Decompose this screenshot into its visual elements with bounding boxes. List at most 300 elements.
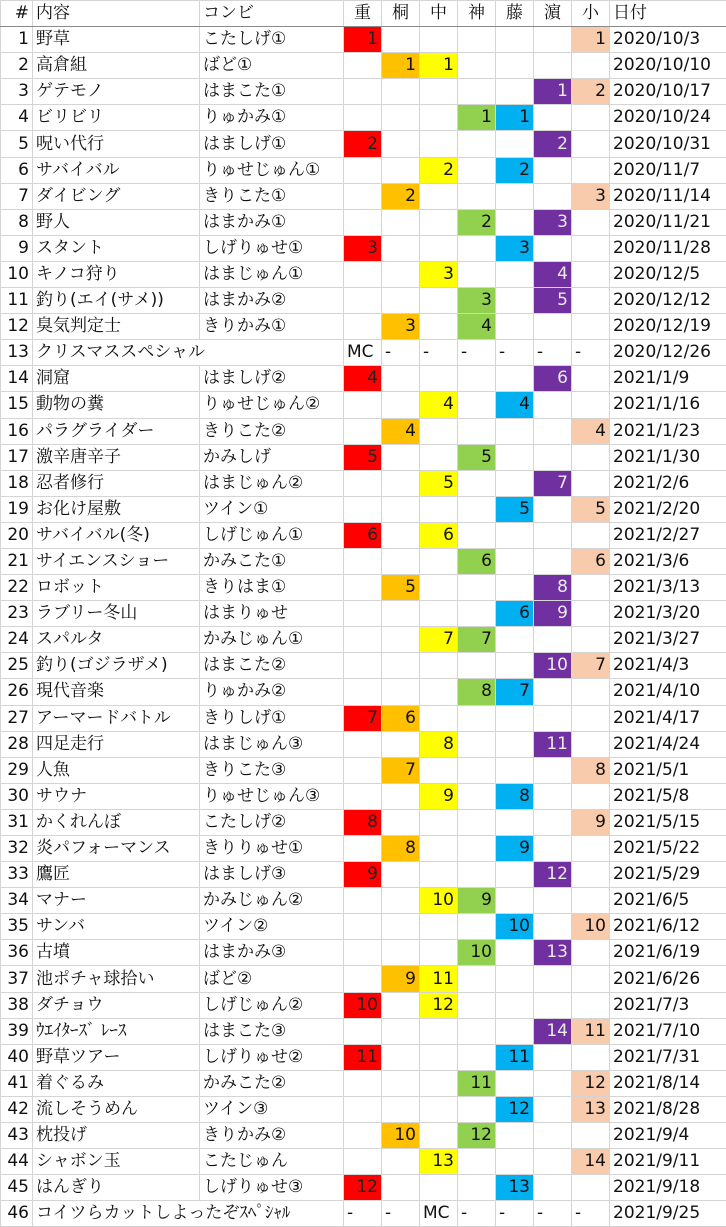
member-cell	[458, 157, 496, 183]
member-cell	[420, 705, 458, 731]
member-cell	[344, 496, 382, 522]
member-cell: 2	[496, 157, 534, 183]
member-cell: 4	[496, 392, 534, 418]
member-cell	[458, 183, 496, 209]
member-cell	[382, 288, 420, 314]
member-cell	[458, 575, 496, 601]
member-cell: 5	[344, 444, 382, 470]
row-number: 46	[1, 1201, 33, 1227]
member-cell: 9	[534, 601, 572, 627]
member-cell: 12	[344, 1175, 382, 1201]
member-cell	[344, 470, 382, 496]
header-member: 中	[420, 1, 458, 27]
row-date: 2021/3/27	[610, 627, 726, 653]
member-cell	[382, 1044, 420, 1070]
row-date: 2021/1/9	[610, 366, 726, 392]
row-number: 22	[1, 575, 33, 601]
row-combi: かみこた①	[200, 548, 344, 574]
table-row	[1, 1070, 726, 1096]
row-number: 36	[1, 940, 33, 966]
member-cell	[572, 392, 610, 418]
table-row	[1, 809, 726, 835]
member-cell: 3	[496, 235, 534, 261]
member-cell	[420, 862, 458, 888]
member-cell	[534, 522, 572, 548]
member-cell	[382, 627, 420, 653]
table-row	[1, 601, 726, 627]
row-date: 2021/2/20	[610, 496, 726, 522]
row-combi	[200, 340, 344, 366]
member-cell	[496, 27, 534, 53]
row-content: スタント	[33, 235, 200, 261]
member-cell	[420, 1123, 458, 1149]
row-date: 2021/7/3	[610, 992, 726, 1018]
table-row	[1, 79, 726, 105]
member-cell	[420, 105, 458, 131]
member-cell	[496, 418, 534, 444]
member-cell	[458, 601, 496, 627]
member-cell	[572, 836, 610, 862]
member-cell	[458, 862, 496, 888]
member-cell	[496, 731, 534, 757]
row-number: 15	[1, 392, 33, 418]
member-cell: 11	[572, 1018, 610, 1044]
member-cell	[572, 105, 610, 131]
member-cell	[572, 862, 610, 888]
row-date: 2021/6/12	[610, 914, 726, 940]
row-content: 激辛唐辛子	[33, 444, 200, 470]
row-content: ビリビリ	[33, 105, 200, 131]
row-date: 2021/3/13	[610, 575, 726, 601]
table-row	[1, 131, 726, 157]
member-cell	[382, 470, 420, 496]
member-cell	[420, 496, 458, 522]
row-number: 28	[1, 731, 33, 757]
row-number: 43	[1, 1123, 33, 1149]
header-member: 藤	[496, 1, 534, 27]
row-combi: はまかみ③	[200, 940, 344, 966]
table-row	[1, 966, 726, 992]
member-cell	[458, 392, 496, 418]
member-cell: 10	[382, 1123, 420, 1149]
member-cell	[534, 392, 572, 418]
member-cell	[458, 653, 496, 679]
row-content: 臭気判定士	[33, 314, 200, 340]
table-row	[1, 105, 726, 131]
member-cell: 6	[458, 548, 496, 574]
member-cell: 12	[572, 1070, 610, 1096]
row-number: 26	[1, 679, 33, 705]
member-cell: 2	[534, 131, 572, 157]
row-date: 2021/1/30	[610, 444, 726, 470]
member-cell: -	[572, 340, 610, 366]
row-content: サバイバル	[33, 157, 200, 183]
row-combi: こたしげ①	[200, 27, 344, 53]
row-combi: はましげ①	[200, 131, 344, 157]
member-cell	[420, 914, 458, 940]
member-cell	[496, 366, 534, 392]
member-cell	[420, 836, 458, 862]
header-member: 濵	[534, 1, 572, 27]
row-date: 2020/11/7	[610, 157, 726, 183]
member-cell	[534, 705, 572, 731]
member-cell: 4	[420, 392, 458, 418]
row-number: 39	[1, 1018, 33, 1044]
row-content: サバイバル(冬)	[33, 522, 200, 548]
member-cell	[458, 992, 496, 1018]
member-cell	[458, 809, 496, 835]
member-cell	[382, 1096, 420, 1122]
member-cell: 7	[344, 705, 382, 731]
member-cell	[572, 575, 610, 601]
row-content: 鷹匠	[33, 862, 200, 888]
row-date: 2020/11/14	[610, 183, 726, 209]
member-cell	[344, 288, 382, 314]
member-cell: 2	[458, 209, 496, 235]
member-cell: -	[496, 1201, 534, 1227]
table-row	[1, 366, 726, 392]
member-cell	[458, 496, 496, 522]
member-cell: 7	[534, 470, 572, 496]
row-number: 23	[1, 601, 33, 627]
header-member: 桐	[382, 1, 420, 27]
row-number: 44	[1, 1149, 33, 1175]
member-cell: 8	[382, 836, 420, 862]
member-cell	[420, 1018, 458, 1044]
member-cell	[420, 757, 458, 783]
member-cell: 1	[534, 79, 572, 105]
member-cell	[382, 731, 420, 757]
member-cell: 4	[534, 261, 572, 287]
row-content: ラブリー冬山	[33, 601, 200, 627]
row-number: 9	[1, 235, 33, 261]
table-row	[1, 53, 726, 79]
member-cell	[534, 757, 572, 783]
member-cell: 2	[420, 157, 458, 183]
table-row	[1, 836, 726, 862]
member-cell	[534, 1070, 572, 1096]
member-cell: 12	[534, 862, 572, 888]
member-cell	[572, 366, 610, 392]
table-row	[1, 731, 726, 757]
member-cell	[572, 131, 610, 157]
member-cell	[534, 888, 572, 914]
member-cell: 6	[572, 548, 610, 574]
row-date: 2020/12/19	[610, 314, 726, 340]
row-number: 32	[1, 836, 33, 862]
member-cell	[572, 705, 610, 731]
row-content: ダチョウ	[33, 992, 200, 1018]
member-cell: 3	[382, 314, 420, 340]
row-content: サウナ	[33, 783, 200, 809]
row-number: 4	[1, 105, 33, 131]
row-date: 2021/1/16	[610, 392, 726, 418]
member-cell	[344, 105, 382, 131]
header-content: 内容	[33, 1, 200, 27]
member-cell	[382, 131, 420, 157]
table-row	[1, 209, 726, 235]
row-combi: きりこた①	[200, 183, 344, 209]
member-cell	[534, 1044, 572, 1070]
member-cell: 2	[572, 79, 610, 105]
member-cell: -	[458, 340, 496, 366]
row-date: 2021/5/29	[610, 862, 726, 888]
member-cell	[458, 705, 496, 731]
member-cell	[420, 809, 458, 835]
member-cell	[572, 261, 610, 287]
member-cell	[344, 653, 382, 679]
table-row	[1, 522, 726, 548]
member-cell	[534, 809, 572, 835]
member-cell: 12	[458, 1123, 496, 1149]
member-cell	[534, 157, 572, 183]
row-content: ダイビング	[33, 183, 200, 209]
member-cell	[496, 705, 534, 731]
table-row	[1, 1123, 726, 1149]
member-cell: 7	[572, 653, 610, 679]
member-cell: 8	[420, 731, 458, 757]
row-combi: りゅせじゅん①	[200, 157, 344, 183]
member-cell	[382, 653, 420, 679]
member-cell	[534, 444, 572, 470]
member-cell: 6	[382, 705, 420, 731]
member-cell: MC	[420, 1201, 458, 1227]
member-cell	[420, 1070, 458, 1096]
row-number: 35	[1, 914, 33, 940]
row-date: 2021/2/27	[610, 522, 726, 548]
row-combi: ばど②	[200, 966, 344, 992]
member-cell: 5	[534, 288, 572, 314]
member-cell	[572, 627, 610, 653]
member-cell	[458, 79, 496, 105]
member-cell: 11	[496, 1044, 534, 1070]
member-cell	[458, 366, 496, 392]
row-combi: ツイン①	[200, 496, 344, 522]
row-number: 14	[1, 366, 33, 392]
member-cell	[344, 836, 382, 862]
row-number: 6	[1, 157, 33, 183]
row-number: 11	[1, 288, 33, 314]
member-cell	[382, 522, 420, 548]
member-cell	[344, 888, 382, 914]
member-cell	[458, 235, 496, 261]
member-cell	[572, 235, 610, 261]
member-cell: 6	[534, 366, 572, 392]
row-content: クリスマススペシャル	[33, 340, 200, 366]
row-combi: りゅかみ①	[200, 105, 344, 131]
row-combi: きりしげ①	[200, 705, 344, 731]
member-cell: -	[572, 1201, 610, 1227]
member-cell	[458, 418, 496, 444]
row-date: 2021/4/3	[610, 653, 726, 679]
row-number: 29	[1, 757, 33, 783]
member-cell	[534, 53, 572, 79]
member-cell	[572, 940, 610, 966]
member-cell	[382, 157, 420, 183]
row-combi: はまかみ②	[200, 288, 344, 314]
row-date: 2021/8/28	[610, 1096, 726, 1122]
table-row	[1, 705, 726, 731]
row-combi: かみじゅん①	[200, 627, 344, 653]
member-cell	[420, 575, 458, 601]
row-content: お化け屋敷	[33, 496, 200, 522]
row-combi: きりはま①	[200, 575, 344, 601]
row-date: 2021/6/5	[610, 888, 726, 914]
member-cell: 5	[572, 496, 610, 522]
member-cell	[382, 1018, 420, 1044]
row-date: 2021/3/6	[610, 548, 726, 574]
member-cell: -	[344, 1201, 382, 1227]
table-row	[1, 627, 726, 653]
member-cell: 1	[572, 27, 610, 53]
member-cell	[344, 679, 382, 705]
member-cell	[496, 966, 534, 992]
member-cell	[572, 444, 610, 470]
member-cell	[496, 888, 534, 914]
member-cell: 12	[420, 992, 458, 1018]
member-cell: 10	[344, 992, 382, 1018]
header-member: 重	[344, 1, 382, 27]
member-cell	[382, 444, 420, 470]
member-cell	[458, 1018, 496, 1044]
member-cell: 11	[458, 1070, 496, 1096]
member-cell: 11	[420, 966, 458, 992]
member-cell	[572, 888, 610, 914]
member-cell	[572, 783, 610, 809]
member-cell	[496, 209, 534, 235]
member-cell	[344, 261, 382, 287]
member-cell: 10	[458, 940, 496, 966]
row-date: 2021/6/19	[610, 940, 726, 966]
row-number: 1	[1, 27, 33, 53]
member-cell: 1	[420, 53, 458, 79]
member-cell: -	[420, 340, 458, 366]
member-cell: 12	[496, 1096, 534, 1122]
row-combi: こたしげ②	[200, 809, 344, 835]
row-content: 野人	[33, 209, 200, 235]
row-content: パラグライダー	[33, 418, 200, 444]
member-cell	[458, 1149, 496, 1175]
member-cell	[382, 1070, 420, 1096]
member-cell: 9	[458, 888, 496, 914]
row-number: 13	[1, 340, 33, 366]
member-cell	[420, 653, 458, 679]
member-cell	[382, 366, 420, 392]
row-combi: ツイン②	[200, 914, 344, 940]
row-date: 2021/4/17	[610, 705, 726, 731]
row-combi: しげじゅん②	[200, 992, 344, 1018]
member-cell: 8	[496, 783, 534, 809]
member-cell	[496, 862, 534, 888]
header-member: 神	[458, 1, 496, 27]
member-cell	[420, 418, 458, 444]
member-cell	[572, 966, 610, 992]
table-row	[1, 679, 726, 705]
member-cell: 6	[344, 522, 382, 548]
table-body	[1, 27, 726, 1227]
member-cell	[382, 79, 420, 105]
member-cell	[420, 27, 458, 53]
member-cell	[382, 783, 420, 809]
member-cell	[534, 992, 572, 1018]
row-date: 2020/10/24	[610, 105, 726, 131]
member-cell	[344, 418, 382, 444]
member-cell	[534, 183, 572, 209]
row-content: アーマードバトル	[33, 705, 200, 731]
row-date: 2020/12/26	[610, 340, 726, 366]
member-cell	[420, 209, 458, 235]
row-combi	[200, 1201, 344, 1227]
member-cell	[382, 496, 420, 522]
member-cell	[496, 79, 534, 105]
member-cell: 2	[344, 131, 382, 157]
row-content: マナー	[33, 888, 200, 914]
row-combi: しげりゅせ①	[200, 235, 344, 261]
row-number: 41	[1, 1070, 33, 1096]
member-cell: 11	[344, 1044, 382, 1070]
row-content: ロボット	[33, 575, 200, 601]
row-date: 2021/9/4	[610, 1123, 726, 1149]
member-cell	[496, 757, 534, 783]
member-cell	[382, 862, 420, 888]
row-date: 2020/10/31	[610, 131, 726, 157]
row-content: 着ぐるみ	[33, 1070, 200, 1096]
member-cell: 6	[420, 522, 458, 548]
member-cell	[458, 1175, 496, 1201]
member-cell	[572, 731, 610, 757]
row-combi: はましげ③	[200, 862, 344, 888]
member-cell: 3	[458, 288, 496, 314]
member-cell	[344, 601, 382, 627]
member-cell	[496, 261, 534, 287]
member-cell	[344, 966, 382, 992]
member-cell	[496, 131, 534, 157]
member-cell	[420, 1044, 458, 1070]
member-cell	[496, 288, 534, 314]
member-cell	[420, 288, 458, 314]
member-cell: 3	[534, 209, 572, 235]
member-cell	[344, 183, 382, 209]
member-cell	[572, 601, 610, 627]
member-cell	[382, 601, 420, 627]
member-cell	[534, 418, 572, 444]
member-cell	[572, 470, 610, 496]
row-combi: きりこた③	[200, 757, 344, 783]
header-num: #	[1, 1, 33, 27]
member-cell	[534, 27, 572, 53]
row-combi: きりかみ①	[200, 314, 344, 340]
table-row	[1, 27, 726, 53]
row-number: 3	[1, 79, 33, 105]
table-row	[1, 757, 726, 783]
table-row	[1, 1096, 726, 1122]
row-date: 2021/1/23	[610, 418, 726, 444]
row-number: 45	[1, 1175, 33, 1201]
row-number: 24	[1, 627, 33, 653]
member-cell	[382, 548, 420, 574]
row-date: 2021/4/24	[610, 731, 726, 757]
row-combi: かみこた②	[200, 1070, 344, 1096]
member-cell	[344, 914, 382, 940]
row-content: 動物の糞	[33, 392, 200, 418]
member-cell	[344, 1070, 382, 1096]
row-content: キノコ狩り	[33, 261, 200, 287]
row-content: ゲテモノ	[33, 79, 200, 105]
member-cell: 11	[534, 731, 572, 757]
member-cell	[572, 314, 610, 340]
member-cell	[420, 183, 458, 209]
row-date: 2021/5/1	[610, 757, 726, 783]
